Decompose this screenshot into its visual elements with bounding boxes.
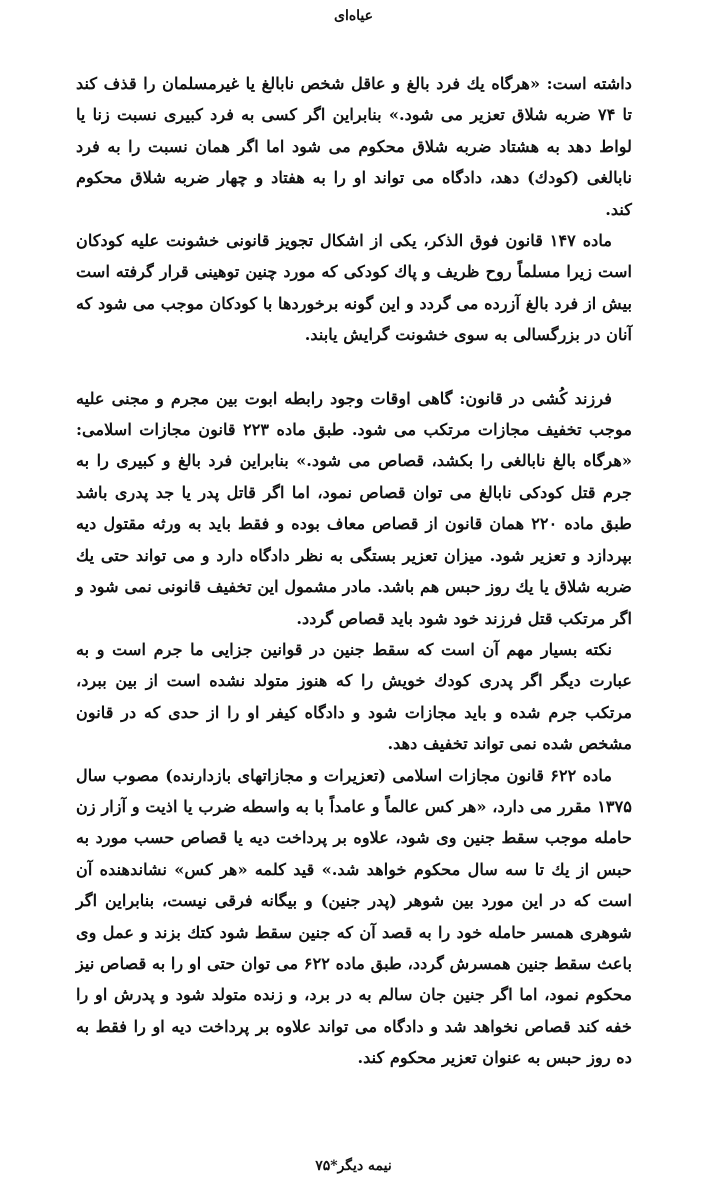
body-text [76,68,632,1074]
paragraph-filicide-law: فرزند كُشی در قانون: گاهی اوقات وجود رابطه ابوت بین مجرم و مجنی علیه موجب تخفیف مجازات مرتكب می شود. طبق ماده ۲۲۳ قانون مجازات اسلامی: «هرگاه بالغ نابالغی را بكشد، قصاص می شود.» بنابراین فرد بالغ و كبیری را به جرم قتل كودكی نابالغ می توان قصاص نمود، اما اگر قاتل پدر یا جد پدری باشد طبق ماده ۲۲۰ همان قانون از قصاص معاف بوده و فقط باید به ورثه مقتول دیه بپردازد و تعزیر شود. میزان تعزیر بستگی به نظر دادگاه دارد و می تواند حتی یك ضربه شلاق یا یك روز حبس هم باشد. مادر مشمول این تخفیف قانونی نمی شود و اگر مرتكب قتل فرزند خود شود باید قصاص گردد. [76,388,632,628]
paragraph-abortion-note: نكته بسیار مهم آن است كه سقط جنین در قوانین جزایی ما جرم است و به عبارت دیگر اگر پدری كودك خویش را كه هنوز متولد نشده است از بین ببرد، مرتكب جرم شده و باید مجازات شود و دادگاه كیفر او را از حدی كه در قانون مشخص شده نمی تواند تخفیف دهد. [76,639,632,754]
page-footer: نیمه دیگر*۷۵ [315,1158,392,1174]
paragraph-article-622: ماده ۶۲۲ قانون مجازات اسلامی (تعزیرات و مجازاتهای بازدارنده) مصوب سال ۱۳۷۵ مقرر می دارد، «هر كس عالماً و عامداً با به واسطه ضرب یا اذیت و آزار زن حامله موجب سقط جنین وی شود، علاوه بر پرداخت دیه یا قصاص حسب مورد به حبس از یك تا سه سال محكوم خواهد شد.» قید كلمه «هر كس» نشاندهنده آن است كه در این مورد بین شوهر (پدر جنین) و بیگانه فرقی نیست، بنابراین اگر شوهری همسر حامله خود را به قصد آن كه جنین سقط شود كتك بزند و عمل وی باعث سقط جنین همسرش گردد، طبق ماده ۶۲۲ می توان حتی او را به قصاص نیز محكوم نمود، اما اگر جنین جان سالم به در برد، و زنده متولد شود و پدرش او را خفه كند قصاص نخواهد شد و دادگاه می تواند علاوه بر پرداخت دیه او را فقط به ده روز حبس به عنوان تعزیر محكوم كند. [76,765,632,1068]
paragraph-article-147: ماده ۱۴۷ قانون فوق الذكر، یكی از اشكال تجویز قانونی خشونت علیه كودكان است زیرا مسلماً روح ظریف و پاك كودكی كه مورد چنین توهینی قرار گرفته است بیش از فرد بالغ آزرده می گردد و این گونه برخوردها با كودكان موجب می شود كه آنان در بزرگسالی به سوی خشونت گرایش یابند. [76,231,632,345]
paragraph-quote-continuation: داشته است: «هرگاه یك فرد بالغ و عاقل شخص نابالغ یا غیرمسلمان را قذف كند تا ۷۴ ضربه شلاق تعزیر می شود.» بنابراین اگر كسی به فرد كبیری نسبت زنا یا لواط دهد به هشتاد ضربه شلاق محكوم می شود اما اگر همان نسبت را به فرد نابالغی (كودك) دهد، دادگاه می تواند او را به هفتاد و چهار ضربه شلاق محكوم كند. [76,74,632,219]
section-gap [76,351,632,383]
running-header: عیاه‌ای [333,8,374,24]
